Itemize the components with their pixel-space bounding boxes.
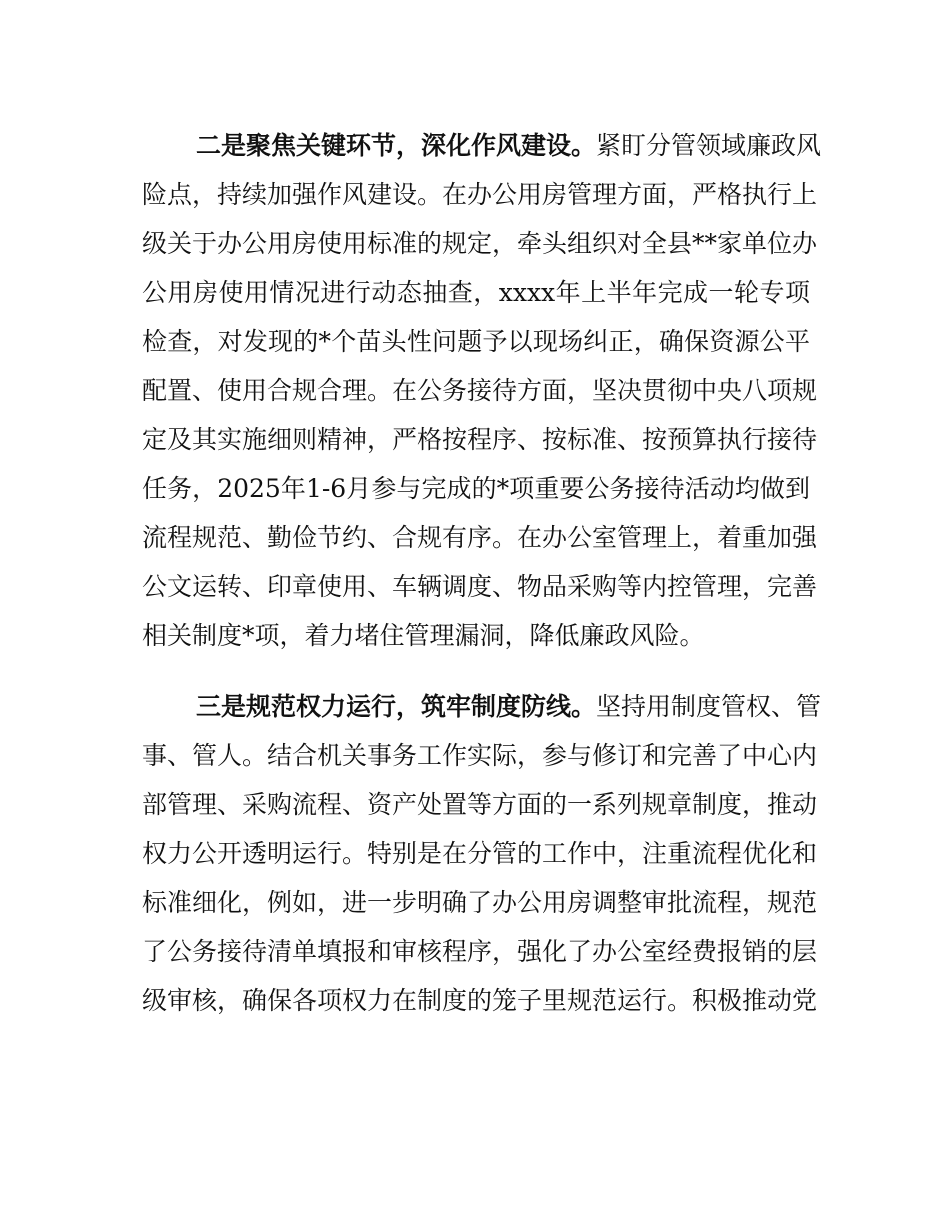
text-line: 任务，2025年1-6月参与完成的*项重要公务接待活动均做到 xyxy=(142,474,810,503)
paragraph-first-line xyxy=(142,121,822,170)
text-line: 标准细化，例如，进一步明确了办公用房调整审批流程，规范 xyxy=(142,888,818,917)
text-line: 级关于办公用房使用标准的规定，牵头组织对全县**家单位办 xyxy=(142,229,818,258)
text-line: 了公务接待清单填报和审核程序，强化了办公室经费报销的层 xyxy=(142,937,818,966)
text-line: 定及其实施细则精神，严格按程序、按标准、按预算执行接待 xyxy=(142,425,818,454)
text-line: 公文运转、印章使用、车辆调度、物品采购等内控管理，完善 xyxy=(142,572,818,601)
paragraph-text: 坚持用制度管权、管 xyxy=(596,692,822,721)
paragraph-heading: 三是规范权力运行，筑牢制度防线。 xyxy=(196,692,597,721)
text-line: 事、管人。结合机关事务工作实际，参与修订和完善了中心内 xyxy=(142,741,818,770)
text-line: 公用房使用情况进行动态抽查，xxxx年上半年完成一轮专项 xyxy=(142,278,810,307)
text-line: 权力公开透明运行。特别是在分管的工作中，注重流程优化和 xyxy=(142,839,818,868)
text-line: 检查，对发现的*个苗头性问题予以现场纠正，确保资源公平 xyxy=(142,327,810,356)
text-line: 险点，持续加强作风建设。在办公用房管理方面，严格执行上 xyxy=(142,180,818,209)
paragraph-heading: 二是聚焦关键环节，深化作风建设。 xyxy=(196,131,597,160)
paragraph xyxy=(142,121,822,660)
text-line: 级审核，确保各项权力在制度的笼子里规范运行。积极推动党 xyxy=(142,986,818,1015)
paragraph xyxy=(142,682,822,1025)
text-line: 流程规范、勤俭节约、合规有序。在办公室管理上，着重加强 xyxy=(142,523,818,552)
text-line: 相关制度*项，着力堵住管理漏洞，降低廉政风险。 xyxy=(142,621,705,650)
text-line: 部管理、采购流程、资产处置等方面的一系列规章制度，推动 xyxy=(142,790,818,819)
document-page xyxy=(142,121,822,1047)
paragraph-first-line xyxy=(142,682,822,731)
text-line: 配置、使用合规合理。在公务接待方面，坚决贯彻中央八项规 xyxy=(142,376,818,405)
paragraph-text: 紧盯分管领域廉政风 xyxy=(596,131,822,160)
